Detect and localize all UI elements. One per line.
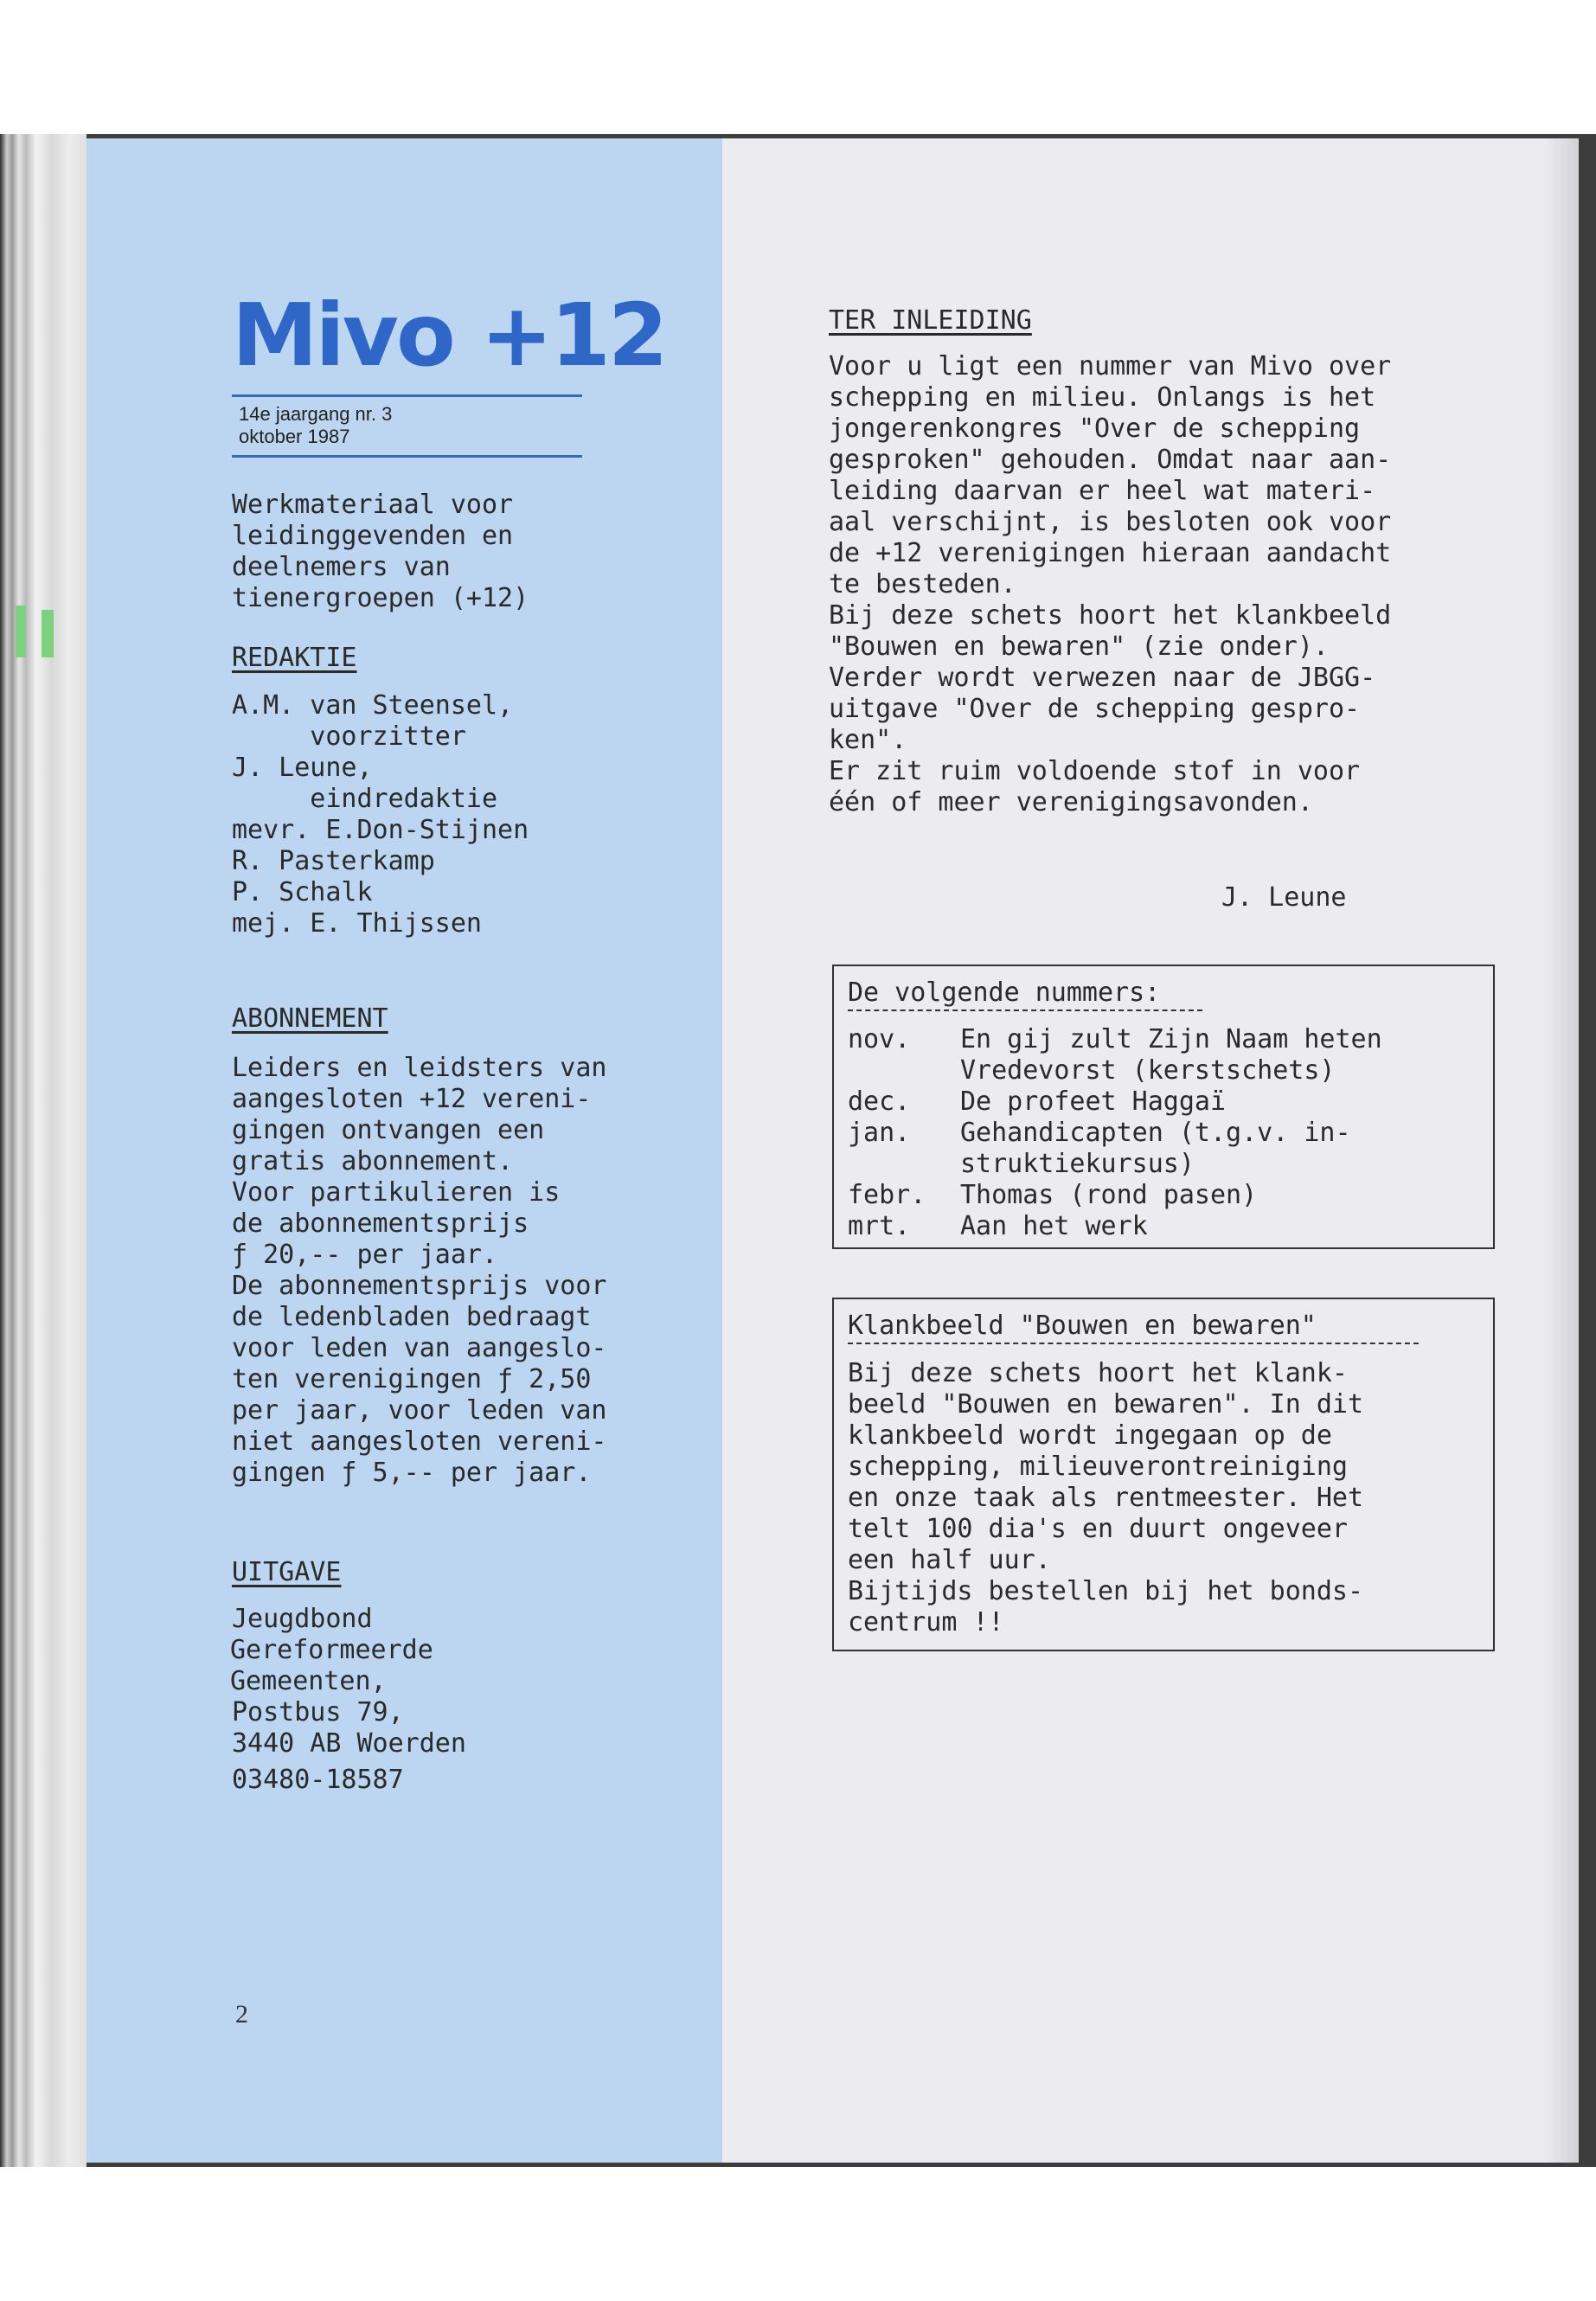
abonnement-line: ƒ 20,-- per jaar. (232, 1240, 498, 1270)
issue-month: febr. (848, 1180, 926, 1210)
uitgave-line: Postbus 79, (232, 1697, 404, 1727)
uitgave-phone: 03480-18587 (232, 1765, 404, 1795)
inleiding-line: leiding daarvan er heel wat materi- (829, 476, 1376, 506)
abonnement-line: Leiders en leidsters van (232, 1053, 607, 1083)
abonnement-line: niet aangesloten vereni- (232, 1426, 607, 1457)
redaktie-line: mej. E. Thijssen (232, 908, 482, 939)
upcoming-issues-title: De volgende nummers: (848, 977, 1161, 1008)
redaktie-line: J. Leune, (232, 753, 373, 783)
issue-topic: struktiekursus) (960, 1149, 1195, 1179)
inleiding-line: de +12 verenigingen hieraan aandacht (829, 538, 1392, 568)
redaktie-line: A.M. van Steensel, (232, 690, 514, 721)
issue-month: nov. (848, 1024, 911, 1054)
index-tab (42, 610, 54, 657)
intro-line: deelnemers van (232, 552, 451, 582)
magazine-page (87, 138, 1579, 2163)
author-signature: J. Leune (1221, 882, 1347, 913)
abonnement-line: De abonnementsprijs voor (232, 1271, 607, 1301)
page-shadow (1544, 138, 1579, 2163)
abonnement-line: aangesloten +12 vereni- (232, 1084, 592, 1114)
issue-month: dec. (848, 1086, 911, 1117)
abonnement-line: ten verenigingen ƒ 2,50 (232, 1364, 592, 1394)
intro-line: tienergroepen (+12) (232, 583, 529, 613)
abonnement-line: gingen ontvangen een (232, 1115, 545, 1145)
masthead-rule-top (232, 394, 582, 397)
redaktie-heading: REDAKTIE (232, 643, 357, 673)
intro-line: leidinggevenden en (232, 521, 514, 551)
uitgave-line: 3440 AB Woerden (232, 1728, 466, 1759)
book-page-edges (0, 134, 87, 2167)
redaktie-line: mevr. E.Don-Stijnen (232, 815, 529, 845)
inleiding-line: "Bouwen en bewaren" (zie onder). (829, 631, 1329, 662)
title-dashed-rule (848, 1343, 1419, 1344)
ter-inleiding-heading: TER INLEIDING (829, 305, 1032, 336)
issue-date: oktober 1987 (239, 426, 350, 447)
issue-topic: Vredevorst (kerstschets) (960, 1055, 1336, 1086)
inleiding-line: Verder wordt verwezen naar de JBGG- (829, 663, 1376, 693)
klankbeeld-line: schepping, milieuverontreiniging (848, 1452, 1348, 1482)
klankbeeld-line: Bij deze schets hoort het klank- (848, 1358, 1348, 1388)
issue-topic: Gehandicapten (t.g.v. in- (960, 1118, 1351, 1148)
klankbeeld-line: telt 100 dia's en duurt ongeveer (848, 1514, 1348, 1544)
inleiding-line: gesproken" gehouden. Omdat naar aan- (829, 445, 1392, 475)
klankbeeld-line: een half uur. (848, 1545, 1051, 1575)
uitgave-line: Gemeenten, (230, 1666, 387, 1696)
klankbeeld-line: centrum !! (848, 1607, 1004, 1638)
klankbeeld-line: beeld "Bouwen en bewaren". In dit (848, 1389, 1364, 1420)
intro-line: Werkmateriaal voor (232, 490, 514, 520)
inleiding-line: Voor u ligt een nummer van Mivo over (829, 351, 1392, 381)
abonnement-line: de abonnementsprijs (232, 1208, 529, 1239)
inleiding-line: één of meer verenigingsavonden. (829, 787, 1313, 817)
redaktie-line: eindredaktie (232, 784, 498, 814)
redaktie-line: R. Pasterkamp (232, 846, 435, 876)
redaktie-line: P. Schalk (232, 877, 373, 907)
title-dashed-rule (848, 1009, 1202, 1011)
inleiding-line: ken". (829, 725, 907, 755)
inleiding-line: uitgave "Over de schepping gespro- (829, 694, 1361, 724)
mivo-logo: Mivo +12 (232, 285, 666, 386)
inleiding-line: schepping en milieu. Onlangs is het (829, 382, 1376, 413)
abonnement-line: gratis abonnement. (232, 1146, 514, 1176)
abonnement-line: Voor partikulieren is (232, 1177, 561, 1208)
inleiding-line: Bij deze schets hoort het klankbeeld (829, 600, 1392, 631)
issue-month: mrt. (848, 1211, 911, 1241)
abonnement-line: gingen ƒ 5,-- per jaar. (232, 1458, 592, 1488)
abonnement-line: per jaar, voor leden van (232, 1395, 607, 1426)
klankbeeld-title: Klankbeeld "Bouwen en bewaren" (848, 1311, 1317, 1341)
issue-topic: Aan het werk (960, 1211, 1148, 1241)
abonnement-line: voor leden van aangeslo- (232, 1333, 607, 1363)
inleiding-line: aal verschijnt, is besloten ook voor (829, 507, 1392, 537)
page-number: 2 (235, 2000, 248, 2029)
masthead-rule-bottom (232, 455, 582, 458)
uitgave-line: Jeugdbond (232, 1604, 373, 1634)
issue-month: jan. (848, 1118, 911, 1148)
issue-topic: En gij zult Zijn Naam heten (960, 1024, 1382, 1054)
redaktie-line: voorzitter (232, 721, 466, 752)
uitgave-heading: UITGAVE (232, 1557, 342, 1587)
inleiding-line: Er zit ruim voldoende stof in voor (829, 756, 1361, 786)
abonnement-heading: ABONNEMENT (232, 1003, 388, 1034)
uitgave-line: Gereformeerde (230, 1635, 433, 1665)
issue-topic: De profeet Haggaï (960, 1086, 1227, 1117)
klankbeeld-line: klankbeeld wordt ingegaan op de (848, 1420, 1332, 1451)
abonnement-line: de ledenbladen bedraagt (232, 1302, 592, 1332)
issue-volume: 14e jaargang nr. 3 (239, 403, 393, 425)
inleiding-line: te besteden. (829, 569, 1016, 599)
klankbeeld-line: Bijtijds bestellen bij het bonds- (848, 1576, 1364, 1606)
index-tab (16, 606, 26, 657)
issue-topic: Thomas (rond pasen) (960, 1180, 1258, 1210)
inleiding-line: jongerenkongres "Over de schepping (829, 413, 1361, 444)
klankbeeld-line: en onze taak als rentmeester. Het (848, 1483, 1364, 1513)
